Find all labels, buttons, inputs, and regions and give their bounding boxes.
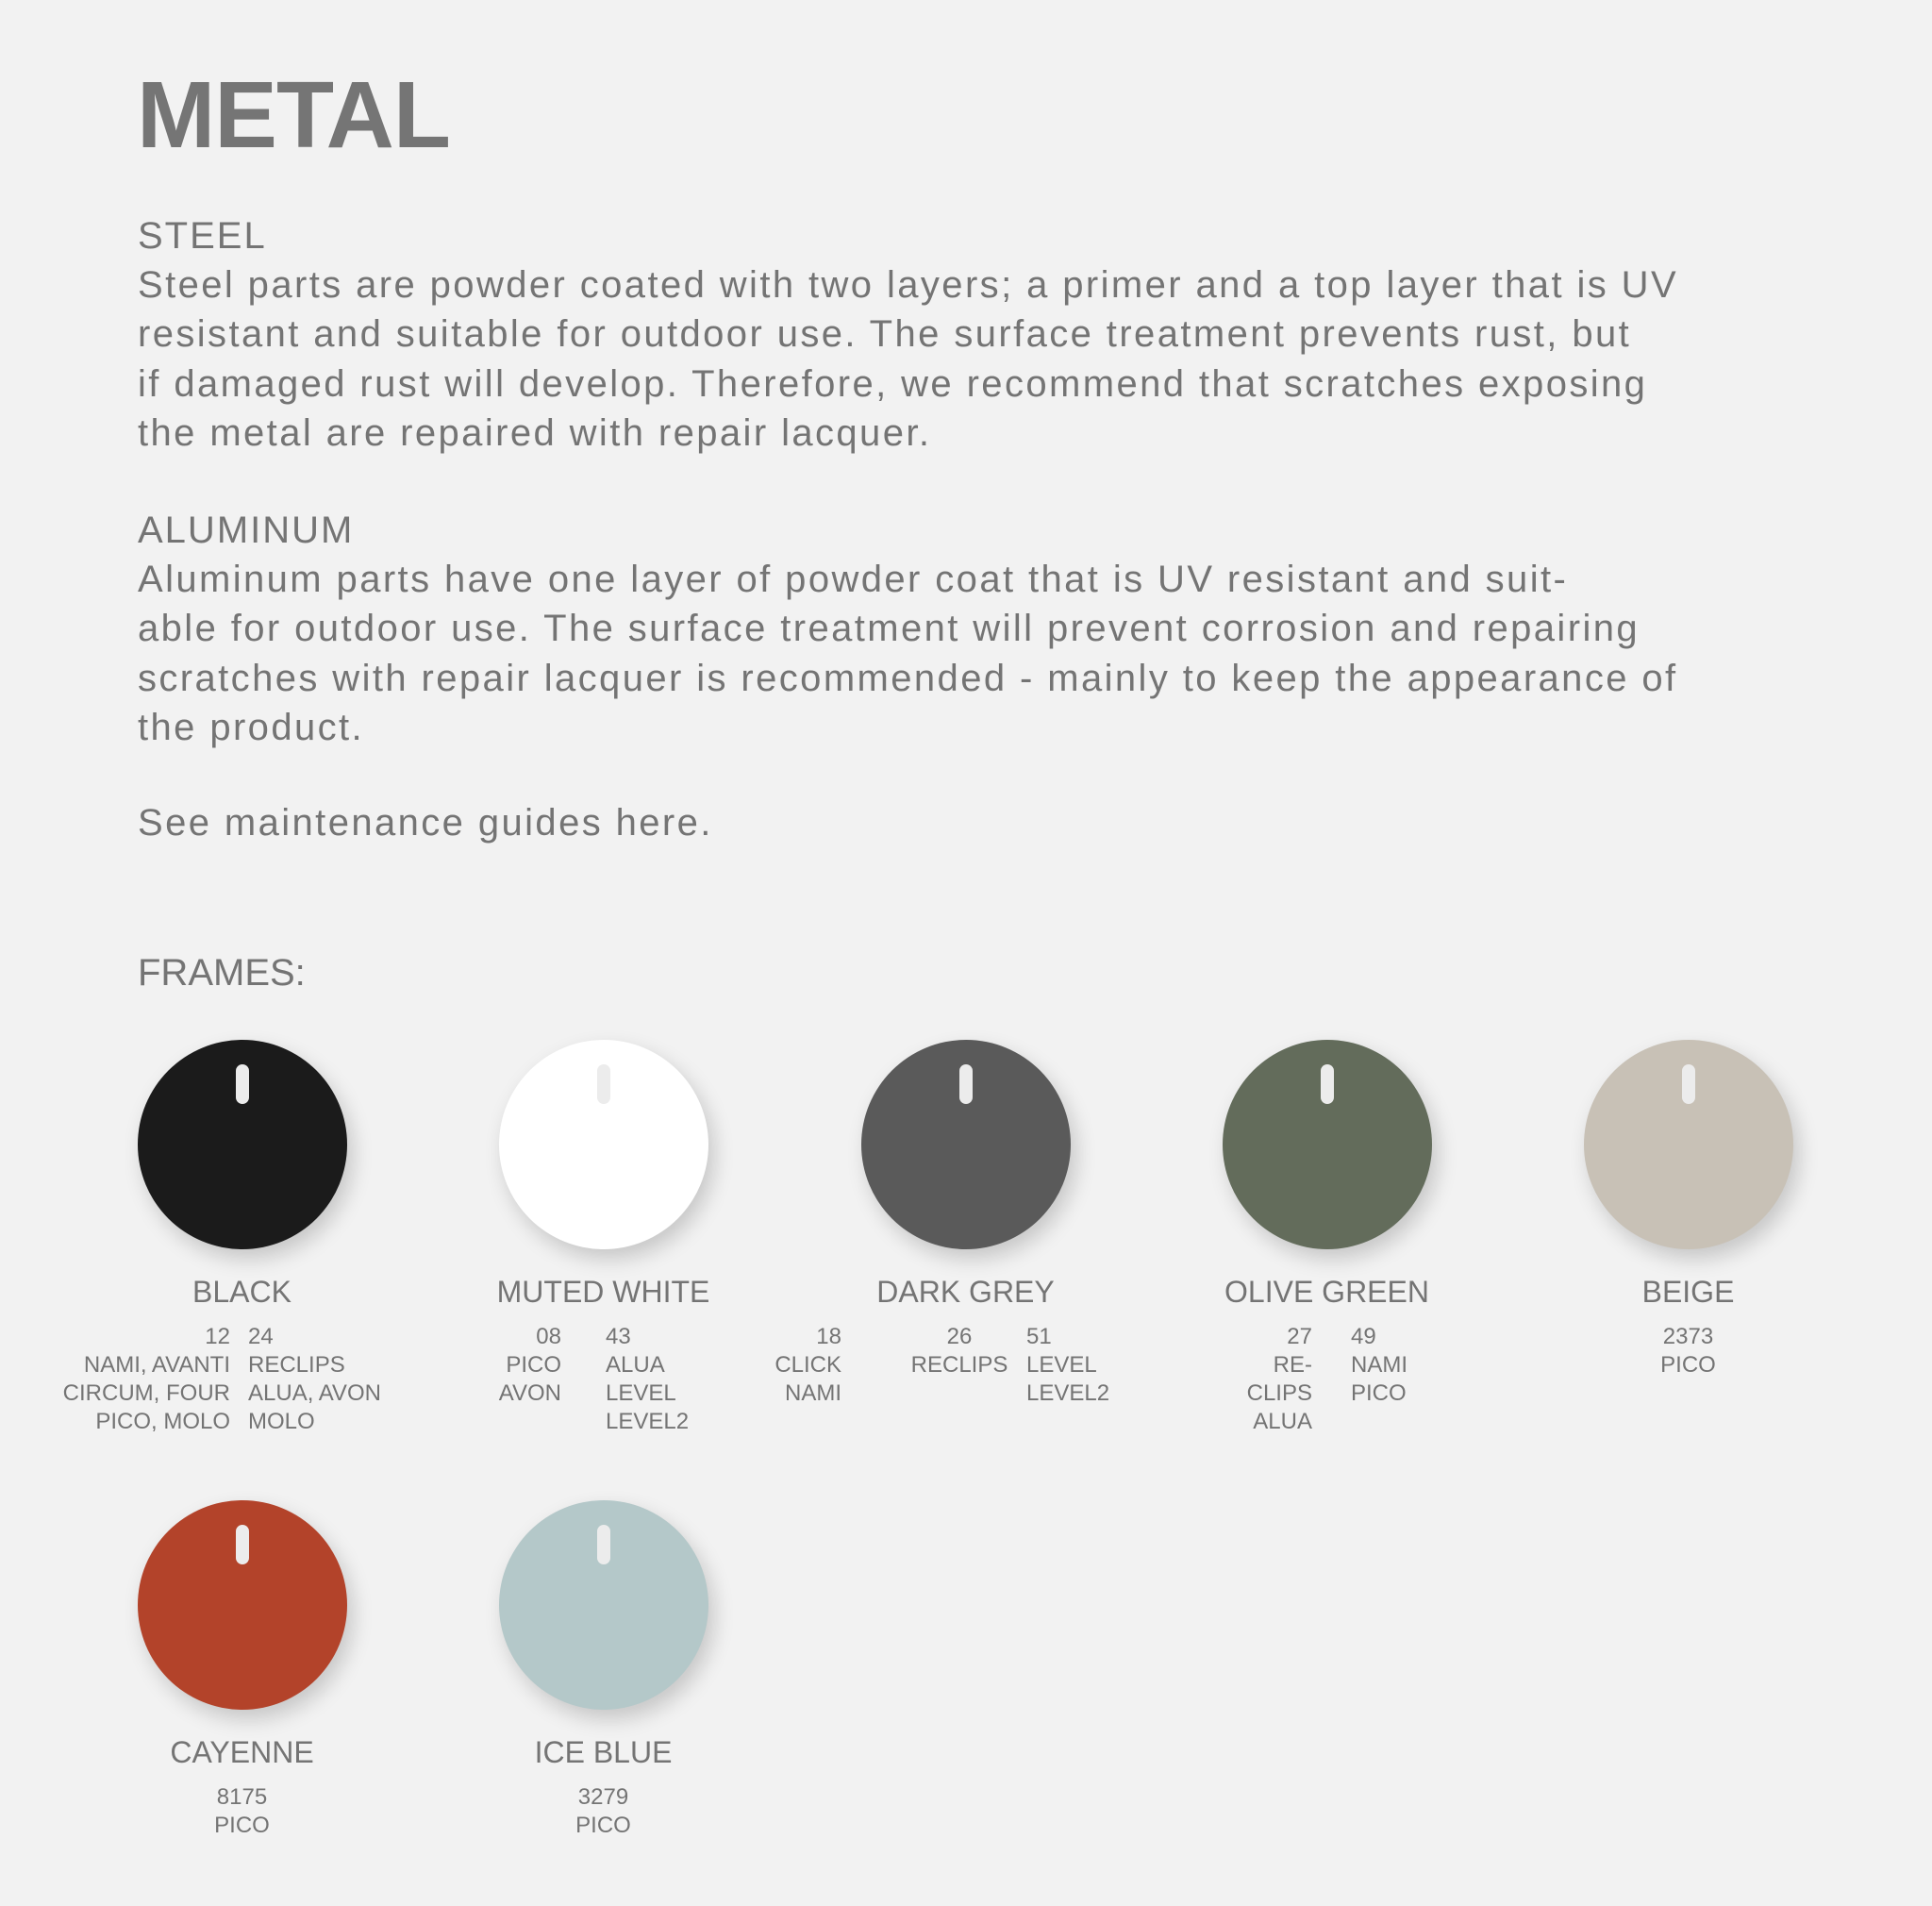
swatch-name: DARK GREY (876, 1275, 1055, 1309)
code-column (248, 1323, 381, 1436)
code-column (423, 1783, 784, 1840)
swatch-codes (61, 1783, 423, 1906)
steel-line: the metal are repaired with repair lacquer. (138, 411, 932, 454)
code-product: ALUA (606, 1352, 665, 1378)
code-number: 26 (946, 1324, 973, 1349)
page-title: METAL (137, 62, 450, 168)
aluminum-line: Aluminum parts have one layer of powder coat that is UV resistant and suit- (138, 559, 1569, 600)
code-product: RECLIPS (248, 1352, 345, 1378)
code-column (63, 1323, 230, 1436)
code-number: 08 (536, 1324, 561, 1349)
code-column (1351, 1323, 1407, 1408)
steel-line: Steel parts are powder coated with two layers; a primer and a top layer that is UV (138, 264, 1679, 306)
knob-indicator-icon (1321, 1064, 1334, 1104)
code-number: 8175 (216, 1784, 268, 1810)
swatch-name: BLACK (192, 1275, 291, 1309)
frames-heading: FRAMES: (138, 952, 306, 994)
color-swatch-knob (499, 1500, 708, 1710)
steel-line: if damaged rust will develop. Therefore, we recommend that scratches exposing (138, 362, 1648, 405)
code-column (774, 1323, 841, 1408)
code-number: 27 (1287, 1324, 1312, 1349)
steel-line: resistant and suitable for outdoor use. The surface treatment prevents rust, but (138, 313, 1632, 356)
code-product: CLICK (774, 1352, 841, 1378)
swatch-name: CAYENNE (170, 1735, 314, 1769)
aluminum-heading: ALUMINUM (138, 510, 355, 551)
knob-indicator-icon (1682, 1064, 1695, 1104)
code-product: PICO, MOLO (95, 1409, 230, 1434)
aluminum-line: the product. (138, 706, 365, 748)
steel-heading: STEEL (138, 215, 267, 257)
swatch-name: OLIVE GREEN (1224, 1275, 1429, 1309)
knob-indicator-icon (236, 1525, 249, 1564)
code-product: RE- (1273, 1352, 1312, 1378)
code-product: PICO (1660, 1352, 1716, 1378)
knob-indicator-icon (236, 1064, 249, 1104)
knob-indicator-icon (959, 1064, 973, 1104)
code-column (606, 1323, 689, 1436)
code-column (1247, 1323, 1312, 1436)
code-column (61, 1783, 423, 1840)
color-swatch-knob (1584, 1040, 1793, 1249)
aluminum-line: able for outdoor use. The surface treatment will prevent corrosion and repairing (138, 608, 1641, 650)
swatch-codes (61, 1323, 423, 1446)
code-product: CIRCUM, FOUR (62, 1380, 230, 1406)
code-number: 43 (606, 1324, 631, 1349)
swatch-codes (423, 1323, 784, 1446)
code-number: 2373 (1662, 1324, 1714, 1349)
swatch-codes (1507, 1323, 1869, 1446)
code-product: NAMI, AVANTI (83, 1352, 230, 1378)
code-product: LEVEL2 (1026, 1380, 1110, 1406)
aluminum-section (138, 506, 1855, 752)
code-column (1026, 1323, 1109, 1408)
knob-indicator-icon (597, 1525, 610, 1564)
code-product: RECLIPS (910, 1352, 1008, 1378)
aluminum-line: scratches with repair lacquer is recommended - mainly to keep the appearance of (138, 657, 1678, 699)
color-swatch-knob (861, 1040, 1071, 1249)
steel-description (138, 260, 1855, 458)
code-product: ALUA, AVON (248, 1380, 381, 1406)
color-swatch-knob (1223, 1040, 1432, 1249)
swatch-codes (1146, 1323, 1507, 1446)
aluminum-description (138, 555, 1855, 752)
maintenance-guides-link[interactable]: See maintenance guides here. (138, 802, 713, 844)
code-product: NAMI (785, 1380, 841, 1406)
knob-indicator-icon (597, 1064, 610, 1104)
code-product: NAMI (1351, 1352, 1407, 1378)
code-number: 49 (1351, 1324, 1376, 1349)
color-swatch-knob (138, 1040, 347, 1249)
code-number: 18 (816, 1324, 841, 1349)
swatch-name: MUTED WHITE (496, 1275, 710, 1309)
code-number: 51 (1026, 1324, 1052, 1349)
code-product: PICO (214, 1813, 270, 1838)
code-product: MOLO (248, 1409, 315, 1434)
code-product: LEVEL (1026, 1352, 1097, 1378)
code-number: 24 (248, 1324, 274, 1349)
code-product: LEVEL (606, 1380, 676, 1406)
code-number: 3279 (577, 1784, 629, 1810)
code-column (1507, 1323, 1869, 1379)
code-column (907, 1323, 1012, 1379)
code-product: PICO (575, 1813, 631, 1838)
swatch-codes (423, 1783, 784, 1906)
code-product: PICO (506, 1352, 561, 1378)
color-swatch-knob (499, 1040, 708, 1249)
code-product: LEVEL2 (606, 1409, 690, 1434)
swatch-name: BEIGE (1641, 1275, 1735, 1309)
code-column (499, 1323, 561, 1408)
code-number: 12 (205, 1324, 230, 1349)
color-swatch-knob (138, 1500, 347, 1710)
code-product: ALUA (1253, 1409, 1312, 1434)
code-product: PICO (1351, 1380, 1407, 1406)
swatch-codes (774, 1323, 1146, 1446)
code-product: AVON (498, 1380, 561, 1406)
swatch-name: ICE BLUE (534, 1735, 673, 1769)
code-product: CLIPS (1246, 1380, 1312, 1406)
steel-section (138, 211, 1855, 458)
